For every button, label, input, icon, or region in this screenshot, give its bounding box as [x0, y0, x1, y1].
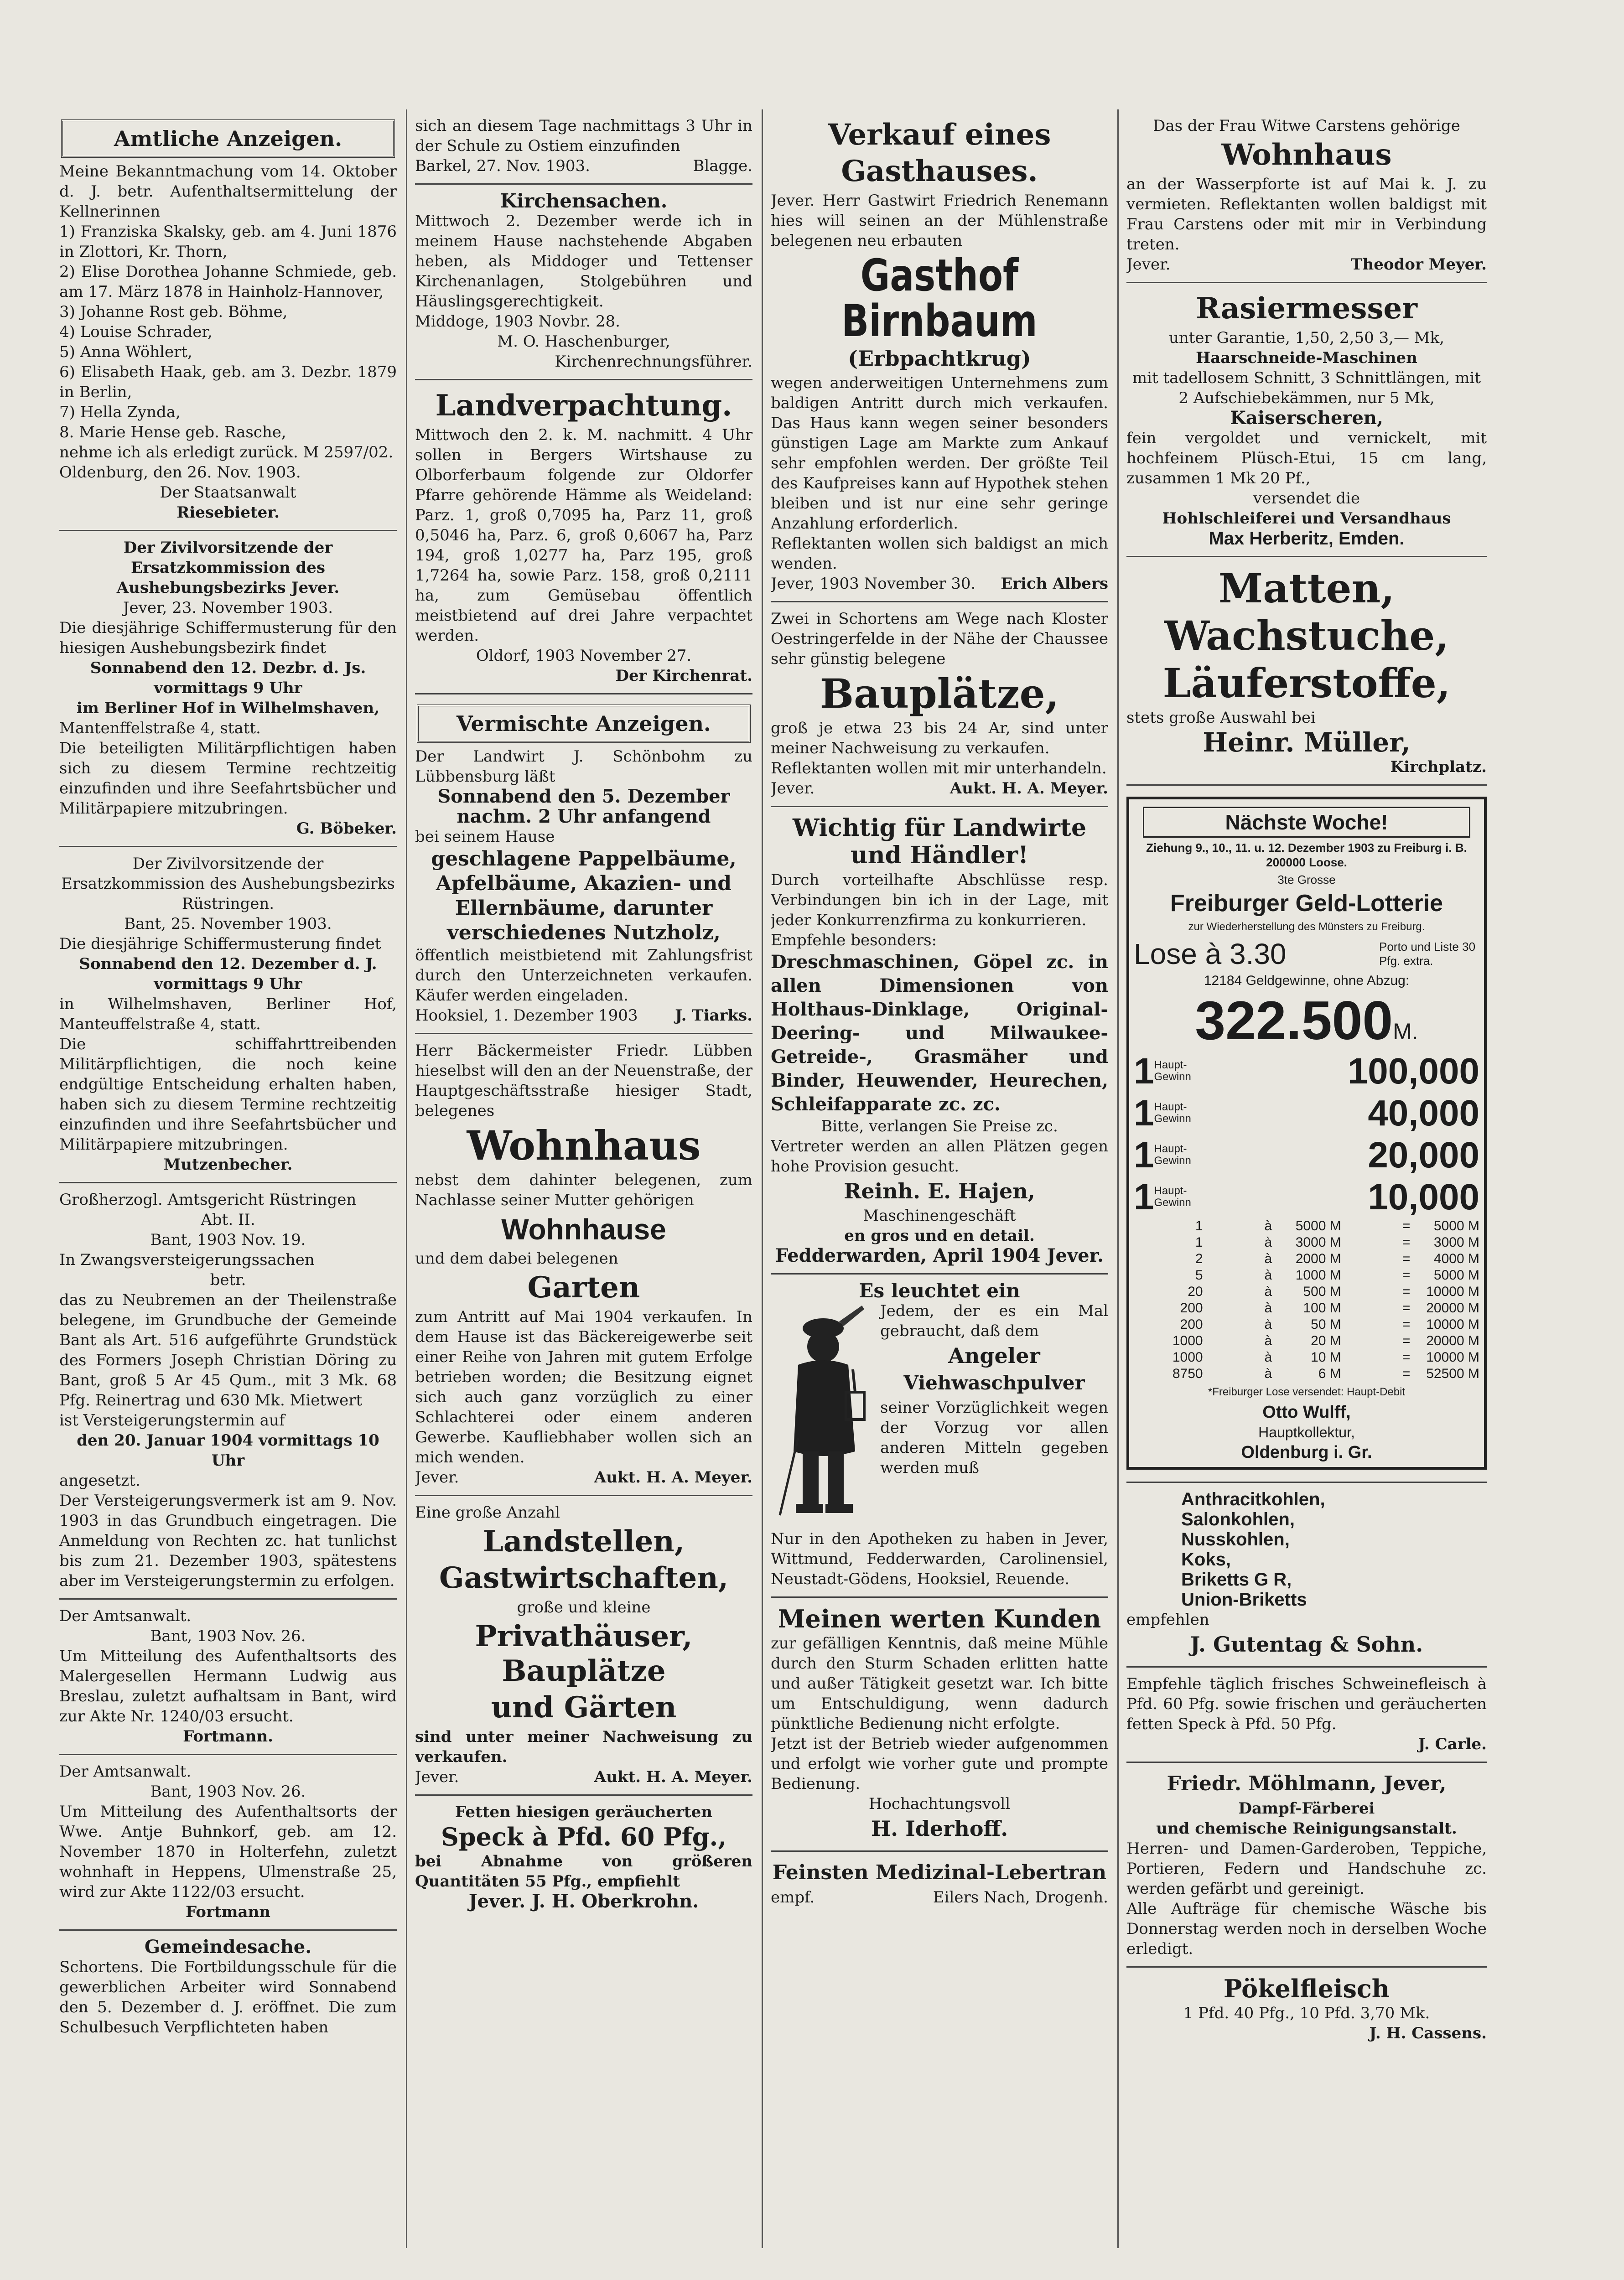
- main-prize-row: [1134, 1050, 1479, 1092]
- ad-place: Bant, 1903 Nov. 19.: [150, 1231, 306, 1249]
- prize-label: Haupt-Gewinn: [1154, 1143, 1191, 1167]
- ad-headline: Gastwirtschaften,: [439, 1561, 729, 1595]
- ad-place: Kirchplatz.: [1390, 758, 1487, 776]
- ad-schulbesuch: [415, 109, 752, 185]
- prize-cell: 200: [1180, 1301, 1203, 1316]
- prize-cell: 8750: [1172, 1366, 1203, 1381]
- prize-value: 10,000: [1368, 1176, 1479, 1217]
- prize-cell: 10000 M: [1426, 1284, 1479, 1299]
- ad-landwirte: [771, 807, 1108, 1275]
- ad-text: Hochachtungsvoll: [868, 1795, 1011, 1813]
- ad-office: Der Amtsanwalt.: [59, 1762, 192, 1781]
- main-prize-row: [1134, 1134, 1479, 1176]
- prize-cell: 500 M: [1303, 1284, 1341, 1299]
- ad-muehle: [771, 1598, 1108, 1852]
- ad-text: wegen anderweitigen Unternehmens zum baldigen Antritt durch mich verkaufen. Das Haus kann wegen seiner besonders günstigen Lage am Markte zum Ankauf sehr empfohlen werden. Der größte Teil des Kaufpreises kann auf Hypothek stehen bleiben und ist nur eine sehr geringe Anzahlung erforderlich.: [771, 374, 1108, 533]
- ad-kohlen: [1126, 1483, 1487, 1668]
- ad-text: Fetten hiesigen geräucherten: [455, 1803, 712, 1821]
- list-item: 2) Elise Dorothea Johanne Schmiede, geb. am 17. März 1878 in Hainholz-Hannover,: [59, 263, 397, 301]
- prize-cell: à: [1264, 1235, 1272, 1250]
- section-header: Vermischte Anzeigen.: [457, 711, 711, 736]
- ad-place: Jever, 1903 November 30.: [771, 575, 976, 593]
- ad-headline: Wichtig für Landwirte: [792, 814, 1087, 842]
- ad-headline: geschlagene Pappelbäume, Apfelbäume, Akazien- und Ellernbäume, darunter verschiedenes Nutzholz,: [431, 847, 737, 944]
- ad-signature: Fortmann.: [183, 1727, 273, 1746]
- ad-text: versendet die: [1253, 489, 1360, 508]
- ad-headline: Gasthauses.: [841, 154, 1038, 188]
- prize-cell: 1: [1195, 1218, 1203, 1233]
- ad-headline: Angeler: [948, 1343, 1040, 1368]
- ad-subheadline: und chemische Reinigungsanstalt.: [1156, 1819, 1457, 1838]
- list-item: 1) Franziska Skalsky, geb. am 4. Juni 1876 in Zlottori, Kr. Thorn,: [59, 223, 397, 261]
- prize-count: 1: [1134, 1176, 1154, 1217]
- ad-text: Alle Aufträge für chemische Wäsche bis Donnerstag werden noch in derselben Woche erledigt.: [1126, 1900, 1487, 1958]
- ad-rasiermesser: [1126, 283, 1487, 557]
- ad-place: Oldenburg, den 26. Nov. 1903.: [59, 463, 301, 482]
- ad-signature: J. Gutentag & Sohn.: [1190, 1632, 1423, 1657]
- ad-text: Eine große Anzahl: [415, 1503, 560, 1522]
- ad-text: Abt. II.: [201, 1211, 255, 1229]
- ad-date: nachm. 2 Uhr anfangend: [457, 806, 711, 827]
- ad-text: das zu Neubremen an der Theilenstraße belegene, im Grundbuche der Gemeinde Bant als Art. 516 aufgeführte Grundstück des Formers Joseph Christian Döring zu Bant, groß 5 Ar 45 Qum., mit 3 Mk. 68 Pfg. Reinertrag und 630 Mk. Mietwert: [59, 1291, 397, 1409]
- ad-text: Jetzt ist der Betrieb wieder aufgenommen und erfolgt wie vorher gute und prompte Bedienung.: [771, 1735, 1108, 1793]
- ad-lebertran: [771, 1852, 1108, 1915]
- ad-headline: Meinen werten Kunden: [778, 1604, 1101, 1633]
- prize-cell: 20: [1188, 1284, 1203, 1299]
- prize-cell: à: [1264, 1333, 1272, 1348]
- ad-text: groß je etwa 23 bis 24 Ar, sind unter meiner Nachweisung zu verkaufen.: [771, 719, 1108, 757]
- ad-text: sich an diesem Tage nachmittags 3 Uhr in der Schule zu Ostiem einzufinden: [415, 117, 752, 155]
- ad-lotterie: [1126, 786, 1487, 1483]
- prize-cell: à: [1264, 1268, 1272, 1283]
- column-rule: [762, 109, 763, 2248]
- ad-headline: Es leuchtet ein: [859, 1280, 1020, 1302]
- prize-row: [1134, 1366, 1479, 1382]
- ad-wohnhaus-luebben: [415, 1034, 752, 1496]
- prize-cell: 1: [1195, 1235, 1203, 1250]
- list-item: Union-Briketts: [1181, 1590, 1307, 1610]
- ad-place: Bant, 25. November 1903.: [124, 915, 332, 933]
- ad-text: Der Landwirt J. Schönbohm zu Lübbensburg läßt: [415, 747, 752, 786]
- prize-cell: à: [1264, 1284, 1272, 1299]
- ad-text: in Wilhelmshaven, Berliner Hof, Manteuffelstraße 4, statt.: [59, 995, 397, 1033]
- lottery-unit: M.: [1393, 1019, 1418, 1044]
- ad-text: ist Versteigerungstermin auf: [59, 1411, 285, 1430]
- prize-row: [1134, 1284, 1479, 1300]
- ad-matten: [1126, 557, 1487, 786]
- ad-signature: Aukt. H. A. Meyer.: [594, 1468, 752, 1487]
- ad-office: Der Staatsanwalt: [160, 483, 296, 502]
- ad-signature: Heinr. Müller,: [1203, 727, 1411, 758]
- ad-headline: Gasthof Birnbaum: [841, 250, 1038, 347]
- ad-carle: [1126, 1668, 1487, 1763]
- ad-text: Um Mitteilung des Aufenthaltsorts der Wwe. Antje Buhnkorf, geb. am 12. November 1870 in Holterfehn, zuletzt wohnhaft in Heppens, Ulmenstraße 25, wird zur Akte 1122/03 ersucht.: [59, 1803, 397, 1901]
- prize-cell: 20 M: [1311, 1333, 1341, 1348]
- prize-cell: 5000 M: [1295, 1218, 1341, 1233]
- ad-text: stets große Auswahl bei: [1126, 709, 1316, 727]
- ad-signature: Theodor Meyer.: [1351, 255, 1487, 274]
- ad-text: In Zwangsversteigerungssachen: [59, 1251, 315, 1269]
- prize-row: [1134, 1218, 1479, 1234]
- ad-poekelfleisch: [1126, 1968, 1487, 2051]
- prize-cell: =: [1402, 1301, 1411, 1316]
- ad-place: Jever, 23. November 1903.: [123, 599, 333, 617]
- ad-headline: Viehwaschpulver: [903, 1372, 1085, 1394]
- ad-headline: Landstellen,: [483, 1524, 685, 1559]
- ad-text: bei Abnahme von größeren Quantitäten 55 Pfg., empfiehlt: [415, 1852, 752, 1891]
- ad-signature: J. Tiarks.: [675, 1006, 752, 1025]
- lottery-price: Lose à 3.30: [1134, 938, 1287, 970]
- ad-signature: J. H. Cassens.: [1369, 2024, 1487, 2042]
- ad-gemeindesache: [59, 1931, 397, 2045]
- ad-amtsanwalt-1: [59, 1600, 397, 1755]
- ad-headline: Speck à Pfd. 60 Pfg.,: [441, 1822, 727, 1851]
- prize-cell: =: [1402, 1268, 1411, 1283]
- ad-schiffermusterung-ruestringen: [59, 847, 397, 1183]
- list-item: 7) Hella Zynda,: [59, 403, 181, 421]
- ad-place: Bant, 1903 Nov. 26.: [150, 1783, 306, 1801]
- ad-signature: Friedr. Möhlmann, Jever,: [1167, 1772, 1447, 1795]
- prize-count: 1: [1134, 1051, 1154, 1091]
- prize-row: [1134, 1316, 1479, 1333]
- prize-cell: =: [1402, 1218, 1411, 1233]
- ad-text: zur gefälligen Kenntnis, daß meine Mühle durch den Sturm Schaden erlitten hatte und außer Tätigkeit gesetzt war. Ich bitte um Entschuldigung, wenn dadurch pünktliche Bedienung nicht erfolgte.: [771, 1634, 1108, 1733]
- prize-count: 1: [1134, 1093, 1154, 1133]
- ad-place: Middoge, 1903 Novbr. 28.: [415, 312, 620, 331]
- ad-title: Kirchensachen.: [500, 190, 668, 212]
- lottery-porto: Porto und Liste 30 Pfg. extra.: [1379, 940, 1476, 968]
- ad-landverpachtung: [415, 380, 752, 694]
- prize-cell: 1000: [1172, 1333, 1203, 1348]
- ad-amtsanwalt-2: [59, 1755, 397, 1931]
- ad-text: unter Garantie, 1,50, 2,50 3,— Mk,: [1168, 329, 1445, 347]
- prize-row: [1134, 1251, 1479, 1267]
- ad-text: Mantenffelstraße 4, statt.: [59, 719, 261, 737]
- prize-cell: 10000 M: [1426, 1350, 1479, 1365]
- main-prize-row: [1134, 1176, 1479, 1218]
- lottery-agent: Hauptkollektur,: [1258, 1424, 1355, 1441]
- ad-text: Zwei in Schortens am Wege nach Kloster Oestringerfelde in der Nähe der Chaussee sehr günstig belegene: [771, 610, 1108, 668]
- ad-text: sind unter meiner Nachweisung zu verkaufen.: [415, 1728, 752, 1766]
- prize-value: 20,000: [1368, 1135, 1479, 1175]
- ad-text: Reflektanten wollen sich baldigst an mich wenden.: [771, 534, 1108, 573]
- ad-headline: Läuferstoffe,: [1162, 659, 1451, 707]
- ad-place: Hooksiel, 1. Dezember 1903: [415, 1006, 638, 1025]
- ad-date: Sonnabend den 12. Dezember d. J. vormittags 9 Uhr: [79, 955, 377, 993]
- ad-text: Herren- und Damen-Garderoben, Teppiche, Portieren, Federn und Handschuhe zc. werden gefärbt und gereinigt.: [1126, 1840, 1487, 1898]
- ad-headline: Matten,: [1218, 565, 1395, 612]
- ad-text: Jedem, der es ein Mal gebraucht, daß dem: [880, 1302, 1108, 1340]
- lottery-title: 3te Grosse: [1277, 873, 1336, 886]
- ad-text: nebst dem dahinter belegenen, zum Nachlasse seiner Mutter gehörigen: [415, 1171, 752, 1209]
- ad-text: angesetzt.: [59, 1472, 140, 1490]
- ad-text: fein vergoldet und vernickelt, mit hochfeinem Plüsch-Etui, 15 cm lang, zusammen 1 Mk 20 Pf.,: [1126, 429, 1487, 487]
- prize-table: [1134, 1218, 1479, 1382]
- ad-headline: Pökelfleisch: [1223, 1974, 1390, 2003]
- newspaper-page: [59, 109, 1487, 2248]
- ad-text: Hohlschleiferei und Versandhaus: [1162, 509, 1451, 528]
- ad-speck: [415, 1796, 752, 1919]
- ad-headline: Wachstuche,: [1164, 612, 1449, 659]
- ad-headline: Wohnhaus: [1221, 138, 1392, 172]
- lottery-draw-date: Ziehung 9., 10., 11. u. 12. Dezember 1903 zu Freiburg i. B. 200000 Loose.: [1146, 841, 1467, 869]
- prize-cell: à: [1264, 1366, 1272, 1381]
- ad-text: Mittwoch 2. Dezember werde ich in meinem Hause nachstehende Abgaben heben, als Middoger und Tettenser Kirchenanlagen, Stolgebühren und Häuslingsgerechtigkeit.: [415, 212, 752, 311]
- ad-headline: und Händler!: [850, 841, 1029, 869]
- ad-title: Gemeindesache.: [144, 1936, 312, 1958]
- ad-text: betr.: [210, 1271, 246, 1289]
- prize-cell: =: [1402, 1366, 1411, 1381]
- column-3: [771, 109, 1108, 2248]
- ad-text: Nur in den Apotheken zu haben in Jever, Wittmund, Fedderwarden, Carolinensiel, Neustadt-Gödens, Hooksiel, Reuende.: [771, 1530, 1108, 1588]
- lantern-man-illustration-icon: [771, 1301, 876, 1529]
- prize-cell: 3000 M: [1295, 1235, 1341, 1250]
- ad-faerberei: [1126, 1763, 1487, 1968]
- prize-cell: 50 M: [1311, 1317, 1341, 1332]
- ad-signature: Mutzenbecher.: [163, 1156, 293, 1174]
- ad-signature: Eilers Nach, Drogenh.: [933, 1888, 1108, 1907]
- prize-cell: 52500 M: [1426, 1366, 1479, 1381]
- ad-place: Jever.: [415, 1768, 459, 1786]
- list-item: 6) Elisabeth Haak, geb. am 3. Dezbr. 1879 in Berlin,: [59, 363, 397, 401]
- ad-signature: Aukt. H. A. Meyer.: [949, 779, 1108, 798]
- ad-text: Die schiffahrttreibenden Militärpflichtigen, die noch keine endgültige Entscheidung erhalten haben, haben sich zu diesem Termine rechtzeitig einzufinden und ihre Seefahrtsbücher und Militärpapiere mitzubringen.: [59, 1035, 397, 1154]
- ad-place: Fedderwarden, April 1904 Jever.: [775, 1245, 1104, 1266]
- ad-date: Sonnabend den 5. Dezember: [437, 786, 730, 807]
- ad-place: Bant, 1903 Nov. 26.: [150, 1627, 306, 1645]
- prize-row: [1134, 1300, 1479, 1316]
- prize-cell: =: [1402, 1284, 1411, 1299]
- ad-place: Jever.: [415, 1468, 459, 1487]
- ad-text: Meine Bekanntmachung vom 14. Oktober d. J. betr. Aufenthaltsermittelung der Kellnerinnen: [59, 162, 397, 221]
- ad-signature: Fortmann: [185, 1903, 271, 1921]
- ad-headline: Dreschmaschinen, Göpel zc. in allen Dimensionen von Holthaus-Dinklage, Original-Deering- und Milwaukee-Getreide-, Grasmäher und Binder, Heuwender, Heurechen, Schleifapparate zc. zc.: [771, 951, 1108, 1115]
- list-item: 5) Anna Wöhlert,: [59, 343, 192, 361]
- ad-headline: Wohnhause: [501, 1213, 666, 1246]
- ad-signature: Jever. J. H. Oberkrohn.: [468, 1891, 699, 1912]
- prize-cell: à: [1264, 1350, 1272, 1365]
- ad-subheadline: Kaiserscheren,: [1230, 407, 1383, 429]
- ad-vermischte: [415, 694, 752, 1034]
- prize-label: Haupt-Gewinn: [1154, 1059, 1191, 1083]
- prize-cell: 10 M: [1311, 1350, 1341, 1365]
- ad-signature: J. Carle.: [1418, 1735, 1487, 1753]
- prize-label: Haupt-Gewinn: [1154, 1185, 1191, 1209]
- ad-bauplaetze: [771, 602, 1108, 807]
- ad-title: Der Zivilvorsitzende der Ersatzkommission des Aushebungsbezirks Jever.: [116, 539, 340, 597]
- ad-signature: Reinh. E. Hajen,: [844, 1179, 1035, 1203]
- ad-text: empf.: [771, 1888, 815, 1907]
- ad-signature: Aukt. H. A. Meyer.: [594, 1768, 752, 1786]
- ad-place: Jever.: [771, 779, 815, 798]
- ad-signature: Max Herberitz, Emden.: [1209, 529, 1405, 549]
- ad-headline: Bauplätze,: [820, 670, 1059, 717]
- ad-subheadline: (Erbpachtkrug): [848, 346, 1031, 371]
- ad-headline: Landverpachtung.: [435, 389, 732, 423]
- prize-value: 100,000: [1347, 1051, 1479, 1091]
- ad-place: Oldorf, 1903 November 27.: [476, 647, 692, 665]
- column-4: [1126, 109, 1487, 2248]
- ad-headline: Verkauf eines: [828, 118, 1051, 152]
- prize-row: [1134, 1333, 1479, 1349]
- ad-text: Um Mitteilung des Aufenthaltsorts des Malergesellen Hermann Ludwig aus Breslau, zuletzt aufhaltsam in Bant, wird zur Akte Nr. 1240/03 ersucht.: [59, 1647, 397, 1726]
- ad-date: den 20. Januar 1904 vormittags 10 Uhr: [77, 1431, 379, 1470]
- ad-text: Empfehle besonders:: [771, 931, 937, 949]
- prize-cell: à: [1264, 1301, 1272, 1316]
- ad-signature: Der Kirchenrat.: [615, 667, 752, 685]
- prize-cell: 20000 M: [1426, 1333, 1479, 1348]
- ad-office: Der Amtsanwalt.: [59, 1607, 192, 1625]
- lottery-agent: Otto Wulff,: [1262, 1403, 1351, 1422]
- prize-cell: =: [1402, 1317, 1411, 1332]
- prize-cell: 100 M: [1303, 1301, 1341, 1316]
- ad-text: empfehlen: [1126, 1611, 1209, 1629]
- lottery-subtitle: zur Wiederherstellung des Münsters zu Freiburg.: [1188, 921, 1425, 933]
- main-prize-row: [1134, 1092, 1479, 1134]
- ad-wohnhaus-carstens: [1126, 109, 1487, 283]
- list-item: Anthracitkohlen,: [1181, 1489, 1325, 1509]
- ad-text: Durch vorteilhafte Abschlüsse resp. Verbindungen bin ich in der Lage, mit jeder Konkurrenzfirma zu konkurrieren.: [771, 871, 1108, 929]
- ad-subheadline: en gros und en detail.: [844, 1227, 1035, 1245]
- column-rule: [1117, 109, 1119, 2248]
- prize-cell: 2000 M: [1295, 1251, 1341, 1266]
- prize-cell: =: [1402, 1235, 1411, 1250]
- ad-subheadline: Dampf-Färberei: [1238, 1799, 1375, 1818]
- ad-text: Mittwoch den 2. k. M. nachmitt. 4 Uhr sollen in Bergers Wirtshause zu Olborferbaum folgende zur Oldorfer Pfarre gehörende Hämme als Weideland: Parz. 1, groß 0,7095 ha, Parz 11, groß 0,5046 ha, Parz. 6, groß 0,6067 ha, Parz 194, groß 1,0277 ha, Parz 195, groß 1,7264 ha, sowie Parz. 158, groß 0,2111 ha, zum Gemüsebau öffentlich meistbietend auf drei Jahre verpachtet werden.: [415, 426, 752, 645]
- ad-title: Der Zivilvorsitzende der Ersatzkommission des Aushebungsbezirks Rüstringen.: [61, 855, 395, 913]
- prize-row: [1134, 1267, 1479, 1284]
- ad-headline: Wohnhaus: [467, 1122, 701, 1169]
- prize-cell: à: [1264, 1251, 1272, 1266]
- prize-cell: 1000 M: [1295, 1268, 1341, 1283]
- ad-text: Die diesjährige Schiffermusterung für den hiesigen Aushebungsbezirk findet: [59, 619, 397, 657]
- ad-text: Jever. Herr Gastwirt Friedrich Renemann hies will seinen an der Mühlenstraße belegenen neu erbauten: [771, 192, 1108, 250]
- ad-headline: Feinsten Medizinal-Lebertran: [772, 1861, 1107, 1884]
- prize-cell: 5000 M: [1433, 1218, 1479, 1233]
- section-header: Amtliche Anzeigen.: [114, 126, 342, 151]
- ad-place: Barkel, 27. Nov. 1903.: [415, 157, 590, 175]
- ad-text: Die beteiligten Militärpflichtigen haben sich zu diesem Termine rechtzeitig einzufinden und ihre Seefahrtsbücher und Militärpapiere mitzubringen.: [59, 739, 397, 818]
- ad-schiffermusterung-jever: [59, 531, 397, 847]
- prize-row: [1134, 1349, 1479, 1366]
- prize-cell: =: [1402, 1333, 1411, 1348]
- ad-text: mit tadellosem Schnitt, 3 Schnittlängen, mit 2 Aufschiebekämmen, nur 5 Mk,: [1132, 369, 1481, 407]
- prize-cell: 20000 M: [1426, 1301, 1479, 1316]
- ad-text: seiner Vorzüglichkeit wegen der Vorzug vor allen anderen Mitteln gegeben werden muß: [880, 1399, 1108, 1477]
- ad-title: Großherzogl. Amtsgericht Rüstringen: [59, 1191, 357, 1209]
- prize-cell: 4000 M: [1433, 1251, 1479, 1266]
- ad-text: Der Versteigerungsvermerk ist am 9. Nov. 1903 in das Grundbuch eingetragen. Die Anmeldung von Rechten zc. hat tunlichst bis zum 21. Dezember 1903, spätestens aber im Versteigerungstermin zu erfolgen.: [59, 1492, 397, 1590]
- ad-text: bei seinem Hause: [415, 828, 555, 846]
- ad-text: zum Antritt auf Mai 1904 verkaufen. In dem Hause ist das Bäckereigewerbe seit einer Reihe von Jahren mit gutem Erfolge betrieben worden; die Besitzung eignet sich auch ganz vorzüglich zu einer Schlachterei oder einem anderen Gewerbe. Kaufliebhaber wollen sich an mich wenden.: [415, 1308, 752, 1466]
- ad-date: Sonnabend den 12. Dezbr. d. Js. vormittags 9 Uhr: [90, 659, 366, 697]
- ad-headline: Privathäuser, Bauplätze: [475, 1619, 693, 1688]
- ad-text: und dem dabei belegenen: [415, 1249, 618, 1268]
- ad-location: im Berliner Hof in Wilhelmshaven,: [76, 699, 380, 717]
- ad-signature: Riesebieter.: [176, 503, 280, 522]
- ad-kirchensachen: [415, 185, 752, 380]
- prize-cell: =: [1402, 1251, 1411, 1266]
- ad-signature: Blagge.: [693, 157, 752, 175]
- list-item: Nusskohlen,: [1181, 1529, 1290, 1549]
- prize-cell: 5000 M: [1433, 1268, 1479, 1283]
- list-item: 3) Johanne Rost geb. Böhme,: [59, 303, 288, 321]
- column-2: [415, 109, 752, 2248]
- ad-zwangsversteigerung: [59, 1183, 397, 1600]
- ad-text: Vertreter werden an allen Plätzen gegen hohe Provision gesucht.: [771, 1137, 1108, 1176]
- ad-text: öffentlich meistbietend mit Zahlungsfrist durch den Unterzeichneten verkaufen. Käufer werden eingeladen.: [415, 946, 752, 1005]
- ad-gasthaus: [771, 109, 1108, 602]
- ad-signature: H. Iderhoff.: [871, 1816, 1008, 1841]
- lottery-agent: Oldenburg i. Gr.: [1241, 1443, 1372, 1462]
- column-rule: [406, 109, 407, 2248]
- list-item: 8. Marie Hense geb. Rasche,: [59, 423, 286, 441]
- lottery-prize-count: 12184 Geldgewinne, ohne Abzug:: [1204, 973, 1410, 988]
- ad-signature: G. Böbeker.: [296, 819, 397, 838]
- list-item: Briketts G R,: [1181, 1570, 1292, 1590]
- ad-headline: Garten: [527, 1270, 640, 1305]
- ad-amtliche: [59, 109, 397, 531]
- lottery-top-prize: 322.500: [1195, 990, 1393, 1051]
- ad-landstellen: [415, 1496, 752, 1796]
- lottery-title: Freiburger Geld-Lotterie: [1170, 890, 1443, 917]
- column-1: [59, 109, 397, 2248]
- prize-row: [1134, 1234, 1479, 1251]
- ad-text: Schortens. Die Fortbildungsschule für die gewerblichen Arbeiter wird Sonnabend den 5. Dezember d. J. eröffnet. Die zum Schulbesuch Verpflichteten haben: [59, 1958, 397, 2036]
- ad-office: Kirchenrechnungsführer.: [555, 352, 752, 371]
- list-item: Salonkohlen,: [1181, 1509, 1295, 1529]
- ad-place: Jever.: [1126, 255, 1171, 274]
- prize-cell: 1000: [1172, 1350, 1203, 1365]
- list-item: Koks,: [1181, 1549, 1231, 1570]
- prize-cell: 5: [1195, 1268, 1203, 1283]
- prize-value: 40,000: [1368, 1093, 1479, 1133]
- ad-text: Die diesjährige Schiffermusterung findet: [59, 935, 381, 953]
- prize-cell: à: [1264, 1218, 1272, 1233]
- prize-cell: 200: [1180, 1317, 1203, 1332]
- ad-subheadline: Haarschneide-Maschinen: [1196, 349, 1417, 367]
- ad-subheadline: Maschinengeschäft: [863, 1207, 1016, 1225]
- ad-angeler: [771, 1275, 1108, 1598]
- ad-text: Das der Frau Witwe Carstens gehörige: [1153, 117, 1460, 135]
- prize-cell: =: [1402, 1350, 1411, 1365]
- ad-text: Empfehle täglich frisches Schweinefleisch à Pfd. 60 Pfg. sowie frischen und geräucherten fetten Speck à Pfd. 50 Pfg.: [1126, 1675, 1487, 1733]
- prize-cell: 6 M: [1318, 1366, 1341, 1381]
- prize-cell: 10000 M: [1426, 1317, 1479, 1332]
- list-item: 4) Louise Schrader,: [59, 323, 213, 341]
- ad-headline: und Gärten: [491, 1690, 677, 1725]
- lottery-header: Nächste Woche!: [1143, 807, 1470, 838]
- ad-text: Herr Bäckermeister Friedr. Lübben hieselbst will den an der Neuenstraße, der Hauptgeschäftsstraße hiesiger Stadt, belegenes: [415, 1042, 752, 1120]
- ad-text: an der Wasserpforte ist auf Mai k. J. zu vermieten. Reflektanten wollen baldigst mit Frau Carstens oder mit mir in Verbindung treten.: [1126, 175, 1487, 254]
- lottery-note: *Freiburger Lose versendet: Haupt-Debit: [1208, 1386, 1406, 1398]
- ad-text: große und kleine: [517, 1598, 651, 1617]
- prize-cell: 2: [1195, 1251, 1203, 1266]
- ad-signature: Erich Albers: [1001, 575, 1108, 593]
- ad-headline: Rasiermesser: [1196, 291, 1417, 326]
- prize-label: Haupt-Gewinn: [1154, 1101, 1191, 1125]
- prize-cell: 3000 M: [1433, 1235, 1479, 1250]
- ad-text: nehme ich als erledigt zurück. M 2597/02.: [59, 443, 394, 461]
- ad-text: Reflektanten wollen mit mir unterhandeln.: [771, 759, 1107, 777]
- prize-count: 1: [1134, 1135, 1154, 1175]
- ad-text: Bitte, verlangen Sie Preise zc.: [821, 1117, 1058, 1135]
- ad-signature: M. O. Haschenburger,: [497, 332, 670, 351]
- ad-text: 1 Pfd. 40 Pfg., 10 Pfd. 3,70 Mk.: [1183, 2004, 1430, 2022]
- prize-cell: à: [1264, 1317, 1272, 1332]
